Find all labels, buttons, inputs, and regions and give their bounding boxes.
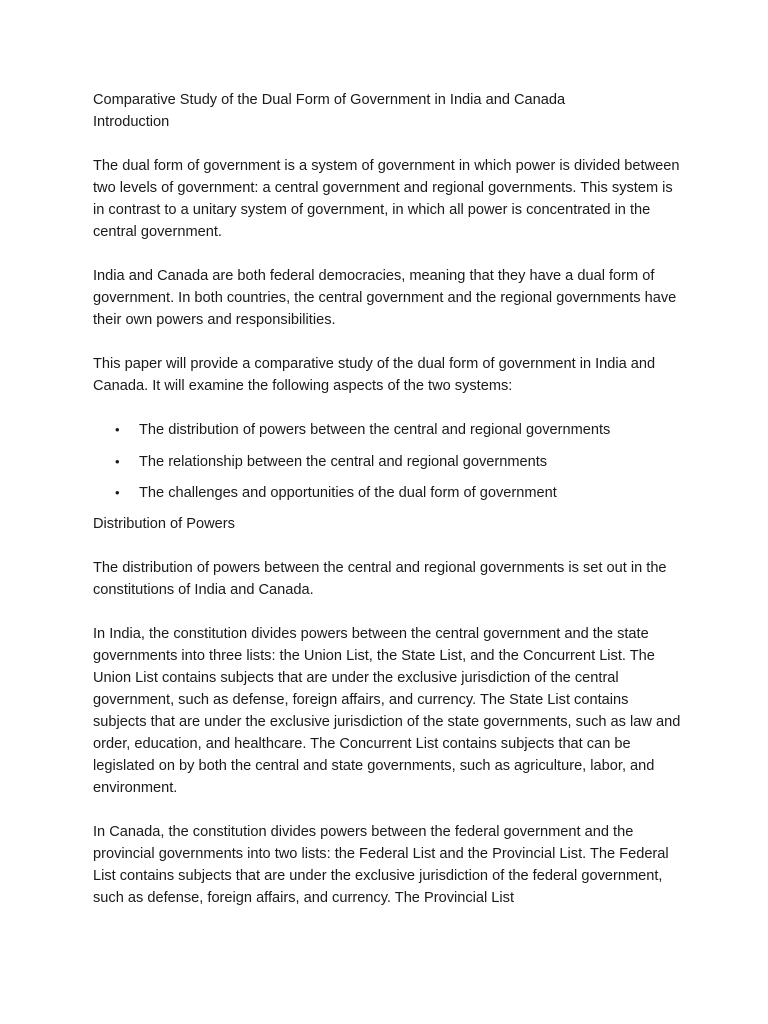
list-item-text: The challenges and opportunities of the dual form of government	[139, 485, 557, 501]
paragraph: The distribution of powers between the central and regional governments is set out in the constitutions of India and Canada.	[93, 560, 667, 598]
list-item-text: The relationship between the central and regional governments	[139, 453, 548, 470]
list-item-text: The distribution of powers between the central and regional governments	[139, 422, 611, 438]
list-item	[93, 451, 683, 473]
paragraph: In Canada, the constitution divides powers between the federal government and the provincial governments into two lists: the Federal List and the Provincial List. The Federal List contains subjects that are under the exclusive jurisdiction of the federal government, such as defense, foreign affairs, and currency. The Provincial List	[93, 824, 669, 906]
paragraph: The dual form of government is a system of government in which power is divided between two levels of government: a central government and regional governments. This system is in contrast to a unitary system of government, in which all power is concentrated in the central government.	[93, 158, 680, 240]
bullet-list	[93, 419, 683, 504]
intro-heading: Introduction	[93, 114, 170, 130]
paragraph: This paper will provide a comparative study of the dual form of government in India and Canada. It will examine the following aspects of the two systems:	[93, 356, 656, 394]
section-heading: Distribution of Powers	[93, 516, 235, 532]
document-title: Comparative Study of the Dual Form of Government in India and Canada	[93, 92, 566, 108]
bullet-icon: •	[115, 485, 120, 500]
document-body	[93, 89, 683, 931]
bullet-icon: •	[115, 453, 120, 469]
list-item	[93, 419, 683, 441]
paragraph: India and Canada are both federal democracies, meaning that they have a dual form of government. In both countries, the central government and the regional governments have their own powers and responsibilities.	[93, 268, 677, 328]
list-item	[93, 482, 683, 504]
paragraph: In India, the constitution divides powers between the central government and the state governments into three lists: the Union List, the State List, and the Concurrent List. The Union List contains subjects that are under the exclusive jurisdiction of the central government, such as defense, foreign affairs, and currency. The State List contains subjects that are under the exclusive jurisdiction of the state governments, such as law and order, education, and healthcare. The Concurrent List contains subjects that can be legislated on by both the central and state governments, such as agriculture, labor, and environment.	[93, 626, 681, 796]
bullet-icon: •	[115, 422, 120, 437]
